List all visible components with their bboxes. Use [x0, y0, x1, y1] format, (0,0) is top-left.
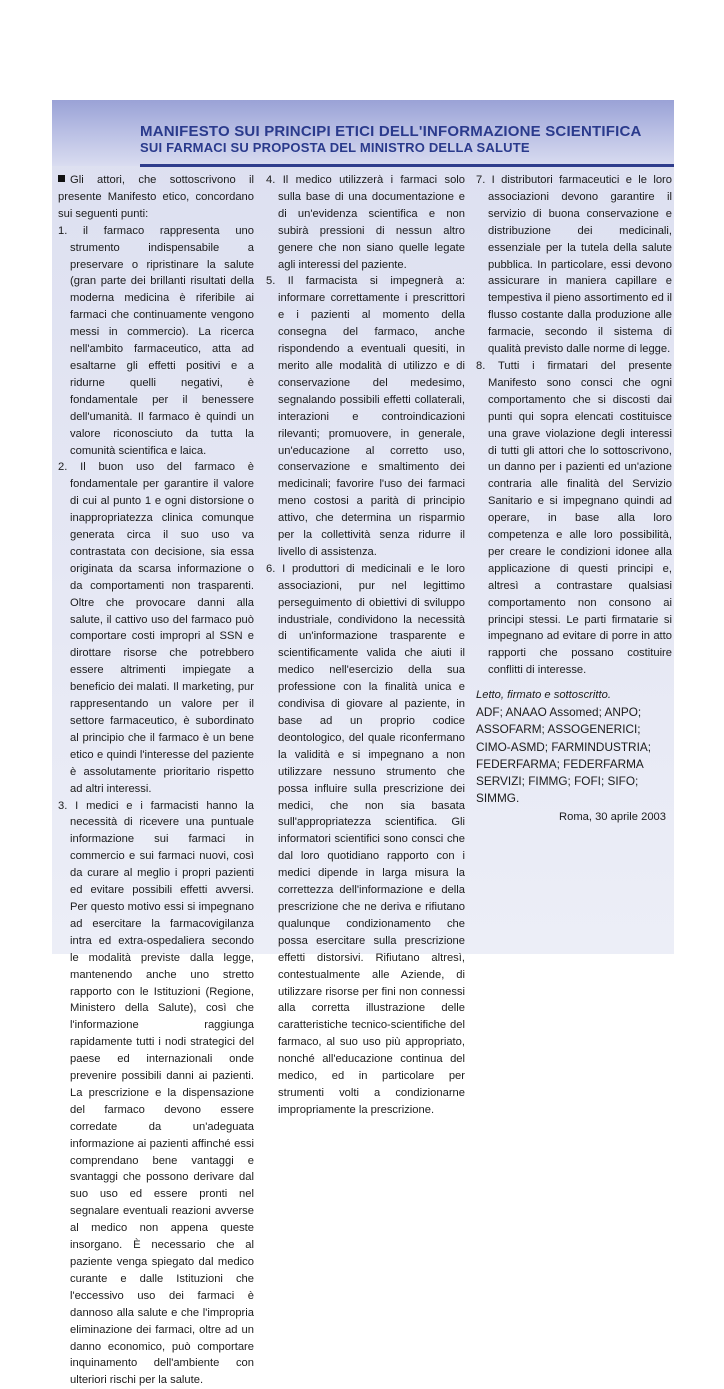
signatories-list: ADF; ANAAO Assomed; ANPO; ASSOFARM; ASSOGENERICI; CIMO-ASMD; FARMINDUSTRIA; FEDERFARMA; FEDERFARMA SERVIZI; FIMMG; FOFI; SIFO; SIMMG.	[476, 705, 651, 806]
signed-label: Letto, firmato e sottoscritto.	[476, 689, 611, 702]
title-line-1: MANIFESTO SUI PRINCIPI ETICI DELL'INFORMAZIONE SCIENTIFICA	[140, 123, 642, 140]
text-column-2	[266, 172, 465, 1116]
point-4: 4. Il medico utilizzerà i farmaci solo sulla base di una documentazione e di un'evidenza scientifica e non subirà pressioni di nessun altro genere che non siano quelle legate agli interessi del paziente.	[266, 174, 465, 271]
header-rule	[140, 164, 674, 167]
title-line-2: SUI FARMACI SU PROPOSTA DEL MINISTRO DELLA SALUTE	[140, 140, 530, 155]
text-column-1	[58, 172, 254, 1387]
document-title	[140, 124, 660, 155]
point-3: 3. I medici e i farmacisti hanno la necessità di ricevere una puntuale informazione sui farmaci in commercio e sui farmaci nuovi, così da curare al meglio i propri pazienti ed evitare possibili effetti avversi. Per questo motivo essi si impegnano ad esercitare la farmacovigilanza intra ed extra-ospedaliera secondo le modalità previste dalla legge, mantenendo anche uno stretto rapporto con le Istituzioni (Regione, Ministero della Salute), così che l'informazione raggiunga rapidamente tutti i nodi strategici del paese ed internazionali onde prevenire possibili danni ai pazienti. La prescrizione e la dispensazione del farmaco devono essere corredate da un'adeguata informazione ai pazienti affinché essi comprendano bene vantaggi e svantaggi che possono derivare dal suo uso ed essere pronti nel segnalare eventuali reazioni avverse al medico non appena queste insorgano. È necessario che al paziente venga spiegato dal medico curante e dalle Istituzioni che l'eccessivo uso dei farmaci è dannoso alla salute e che l'impropria eliminazione dei farmaci, oltre ad un danno economico, può comportare inquinamento dell'ambiente con ulteriori rischi per la salute.	[58, 799, 254, 1387]
point-1: 1. il farmaco rappresenta uno strumento indispensabile a preservare o ripristinare la salute (gran parte dei brillanti risultati della moderna medicina è riferibile ai farmaci che continuamente vengono messi in commercio). La ricerca nell'ambito farmaceutico, atta ad esaltarne gli effetti positivi e a ridurne quelli negativi, è fondamentale per il benessere dell'umanità. Il farmaco è quindi un valore riconosciuto da tutta la comunità scientifica e laica.	[58, 224, 254, 457]
text-column-3	[476, 172, 672, 952]
point-8: 8. Tutti i firmatari del presente Manifesto sono consci che ogni comportamento che si discosti dai punti qui sopra elencati costituisce una grave violazione degli interessi di tutti gli attori che lo sottoscrivono, un danno per i pazienti ed un'azione contraria alle finalità del Servizio Sanitario e si impegnano quindi ad operare, in base alla loro competenza e alle loro possibilità, per creare le condizioni idonee alla applicazione di questi principi e, altresì a contrastare qualsiasi comportamento non consono ai principi stessi. Le parti firmatarie si impegnano ad evitare di porre in atto rapporti che possano costituire conflitti di interesse.	[476, 359, 672, 677]
point-2: 2. Il buon uso del farmaco è fondamentale per garantire il valore di cui al punto 1 e ogni distorsione o inappropriatezza clinica comunque generata circa il suo uso va contrastata con decisione, sia essa originata da scarsa informazione o da comportamenti non trasparenti. Oltre che provocare danni alla salute, il cattivo uso del farmaco può comportare costi impropri al SSN e dirottare risorse che potrebbero essere altrimenti impiegate a beneficio dei malati. Il marketing, pur rappresentando un valore per il settore farmaceutico, è subordinato al principio che il farmaco è un bene etico e quindi l'interesse del paziente è assolutamente prioritario rispetto ad altri interessi.	[58, 461, 254, 795]
date-line: Roma, 30 aprile 2003	[559, 811, 666, 824]
intro-text: Gli attori, che sottoscrivono il presente Manifesto etico, concordano sui seguenti punti:	[58, 174, 254, 220]
point-5: 5. Il farmacista si impegnerà a: informare correttamente i prescrittori e i pazienti al momento della consegna del farmaco, anche rispondendo a eventuali quesiti, in merito alle modalità di utilizzo e di conservazione del medesimo, segnalando possibili effetti collaterali, interazioni e controindicazioni rilevanti; promuovere, in generale, un'educazione al corretto uso, conservazione e smaltimento dei medicinali; favorire l'uso dei farmaci meno costosi a parità di principio attivo, che determina un risparmio per la collettività senza ridurre il livello di assistenza.	[266, 275, 465, 558]
point-6: 6. I produttori di medicinali e le loro associazioni, pur nel legittimo perseguimento di obiettivi di sviluppo industriale, condividono la necessità di un'informazione trasparente e scientificamente valida che aiuti il medico nell'esercizio della sua professione con la finalità unica e condivisa di giovare al paziente, in base ad un proprio codice deontologico, del quale riconfermano la validità e si impegnano a non utilizzare nessuno strumento che possa influire sulla prescrizione dei medici, che non sia basata sull'appropriatezza scientifica. Gli informatori scientifici sono consci che dal loro quotidiano rapporto con i medici dipende in larga misura la correttezza dell'informazione e della prescrizione che ne deriva e rifiutano qualunque condizionamento che possa esercitare sulla prescrizione effetti distorsivi. Rifiutano altresì, contestualmente alle Aziende, di utilizzare risorse per fini non connessi alla corretta illustrazione delle caratteristiche tecnico-scientifiche del farmaco, al suo uso più appropriato, nonché all'educazione continua del medico, ed in particolare per strumenti volti a condizionarne impropriamente la prescrizione.	[266, 562, 465, 1116]
intro-paragraph	[58, 172, 254, 223]
point-7: 7. I distributori farmaceutici e le loro associazioni devono garantire il servizio di buona conservazione e distribuzione dei medicinali, essenziale per la tutela della salute pubblica. In particolare, essi devono assicurare in maniera capillare e tempestiva il pieno assortimento ed il flusso costante dalla produzione alle farmacie, secondo il sistema di qualità previsto dalle norme di legge.	[476, 174, 672, 356]
square-bullet-icon	[58, 175, 65, 182]
